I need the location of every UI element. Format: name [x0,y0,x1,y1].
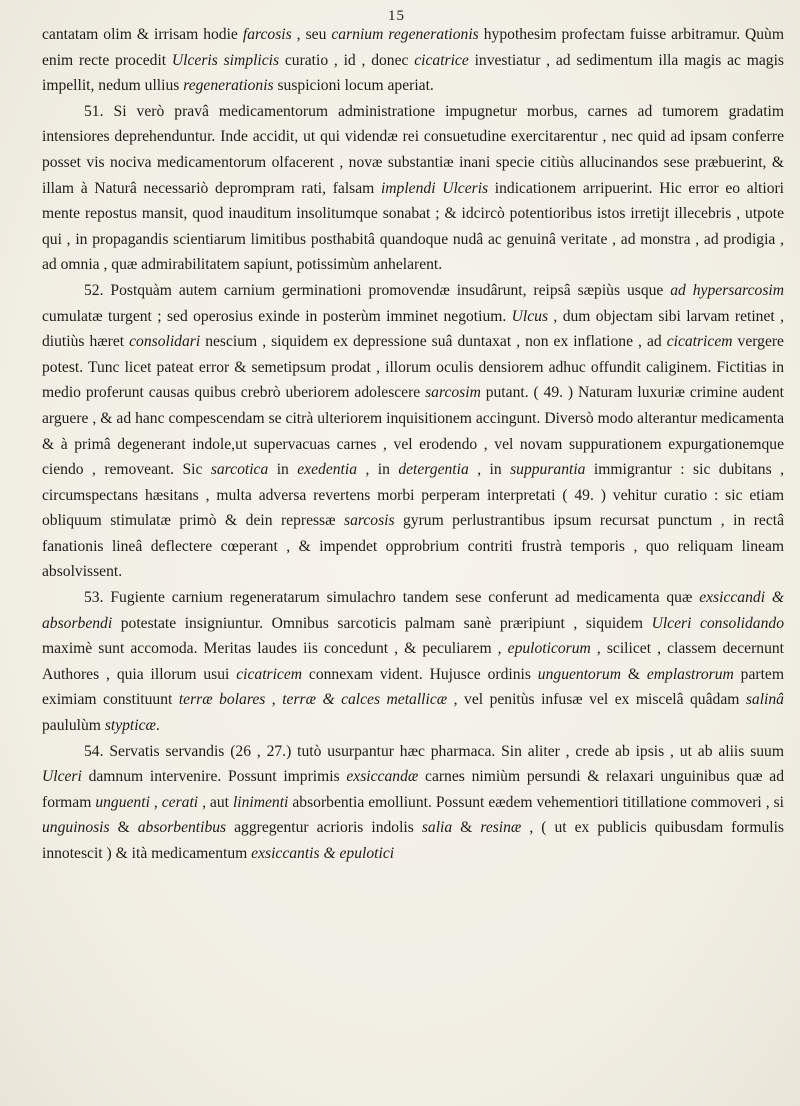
paragraph-p50-cont [42,22,784,99]
text-run: , scilicet , classem decernunt Authores , quia illorum usui [42,640,784,683]
italic-term: sarcosis [344,512,395,530]
italic-term: Ulceri consolidando [651,614,784,632]
italic-term: suppurantia [510,461,586,479]
text-run: partem eximiam constituunt [42,665,784,709]
text-run: , [265,691,283,709]
italic-term: exedentia [297,461,358,479]
italic-term: emplastrorum [646,665,734,683]
text-run: potestate insigniuntur. Omnibus sarcoticis palmam sanè præripiunt , siquidem [112,614,652,632]
paragraph-p54 [42,739,784,867]
italic-term: exsiccandæ [346,768,419,786]
text-run: Postquàm autem carnium germinationi promovendæ insudârunt, reipsâ sæpiùs usque [110,281,671,299]
text-run: nescium , siquidem ex depressione suâ duntaxat , non ex inflatione , ad [200,333,667,351]
italic-term: salinâ [745,691,784,709]
text-run: , [149,793,162,811]
italic-term: terræ bolares [178,691,266,709]
paragraph-number: 54. [84,742,104,760]
italic-term: terræ & calces metallicæ [282,691,448,709]
text-run: in [268,461,298,479]
text-run: curatio , id , donec [279,51,415,69]
italic-term: resinæ [480,819,522,837]
italic-term: farcosis [242,26,292,43]
italic-term: Ulcus [511,307,549,325]
text-run: , in [357,461,399,479]
italic-term: consolidari [129,333,201,351]
text-run: immigrantur : sic dubitans , circumspectans hæsitans , multa adversa revertens morbi perperam interpretati ( 49. ) vehitur curatio : sic etiam obliquum stimulatæ primò & dein repressæ [42,461,784,530]
text-run: & [109,819,138,837]
paragraph-number: 53. [84,589,104,607]
text-run: suspicioni locum aperiat. [273,77,434,95]
italic-term: ad hypersarcosim [670,281,784,299]
text-run: connexam vident. Hujusce ordinis [302,665,538,683]
italic-term: linimenti [232,793,289,811]
italic-term: cerati [161,793,199,811]
italic-term: unguentorum [537,665,621,683]
paragraph-p53 [42,585,784,739]
text-run: cumulatæ turgent ; sed operosius exinde in posterùm imminet negotium. [42,307,512,325]
text-run: , vel penitùs infusæ vel ex miscelâ quâdam [447,691,746,709]
italic-term: exsiccantis & epulotici [251,845,395,862]
text-run: aggregentur acrioris indolis [226,819,422,837]
text-run: Servatis servandis (26 , 27.) tutò usurpantur hæc pharmaca. Sin aliter , crede ab ipsis , ut ab aliis suum [109,742,784,760]
text-run: , seu [291,26,332,43]
text-run: . [155,717,160,735]
text-run: hypothesim profectam fuisse arbitramur. Quùm enim recte procedit [42,26,784,69]
text-run: gyrum perlustrantibus ipsum recursat punctum , in rectâ fanationis lineâ deflectere cœperant , & impendet opprobrium contriti frustrà temporis , quo reliquam lineam absolvissent. [42,512,784,581]
italic-term: unguenti [95,793,150,811]
text-run: , ( ut ex publicis quibusdam formulis innotescit ) & ità medicamentum [42,819,784,862]
italic-term: sarcosim [425,384,481,402]
text-run: paululùm [42,717,105,735]
text-run: absorbentia emolliunt. Possunt eædem vehementiori titillatione commoveri , si [288,793,784,811]
italic-term: exsiccandi & absorbendi [42,589,784,632]
body-text [42,22,784,867]
text-run: maximè sunt accomoda. Meritas laudes iis concedunt , & peculiarem , [42,640,508,658]
italic-term: cicatrice [414,51,469,69]
italic-term: regenerationis [183,77,274,95]
text-run: carnes nimiùm persundi & relaxari unguinibus quæ ad formam [42,768,784,811]
italic-term: absorbentibus [137,819,227,837]
text-run: putant. ( 49. ) Naturam luxuriæ crimine audent arguere , & ad hanc compescendam se citrà ulteriorem inquisitionem accingunt. Diversò modo alterantur medicamenta & à primâ degenerant indole,ut supervacuas carnes , vel erodendo , vel novam suppurationem expurgationemque ciendo , removeant. Sic [42,384,784,479]
italic-term: cicatricem [236,665,303,683]
paragraph-p52 [42,278,784,585]
text-run: , aut [198,793,233,811]
page-number: 15 [388,8,405,24]
text-run: damnum intervenire. Possunt imprimis [81,768,347,786]
text-run: & [452,819,481,837]
italic-term: Ulceri [42,768,82,786]
text-run: vergere potest. Tunc licet pateat error & semetipsum prodat , illorum oculis densiorem adhuc offundit caliginem. Fictitias in medio proferunt causas quibus crebrò uberiorem adolescere [42,333,784,402]
italic-term: unguinosis [42,819,110,837]
italic-term: cicatricem [666,333,733,351]
paragraph-number: 52. [84,281,104,299]
italic-term: Ulceris simplicis [171,51,280,69]
italic-term: sarcotica [210,461,269,479]
text-run: cantatam olim & irrisam hodie [42,26,243,43]
italic-term: detergentia [398,461,469,479]
paragraph-number: 51. [84,102,104,120]
italic-term: stypticæ [104,717,156,735]
italic-term: implendi Ulceris [380,179,489,197]
paragraph-p51 [42,99,784,278]
text-run: , dum objectam sibi larvam retinet , diutiùs hæret [42,307,784,351]
text-run: investiatur , ad sedimentum illa magis ac magis impellit, nedum ullius [42,51,784,95]
text-run: Fugiente carnium regeneratarum simulachro tandem sese conferunt ad medicamenta quæ [110,589,700,607]
text-run: , in [468,461,511,479]
italic-term: carnium regenerationis [331,26,479,43]
italic-term: salia [421,819,453,837]
text-run: Si verò pravâ medicamentorum administratione impugnetur morbus, carnes ad tumorem gradatim intensiores deprehenduntur. Inde accidit, ut qui videndæ rei consuetudine exercitarentur , nec quid ad ipsam conferre posset vis nociva medicamentorum olfacerent , novæ substantiæ inani specie citiùs allucinandos sese præbuerint, & illam à Naturâ necessariò deprompram rati, falsam [42,102,784,197]
italic-term: epuloticorum [507,640,591,658]
text-run: indicationem arripuerint. Hic error eo altiori mente repostus mansit, quod inauditum insolitumque sonabat ; & idcircò potentioribus istos irretijt illecebris , utpote qui , in propagandis scientiarum limitibus posthabitâ quandoque nudâ ac genuinâ veritate , ad monstra , ad prodigia , ad omnia , quæ admirabilitatem sapiunt, potissimùm anhelarent. [42,179,785,274]
text-run: & [620,665,647,683]
